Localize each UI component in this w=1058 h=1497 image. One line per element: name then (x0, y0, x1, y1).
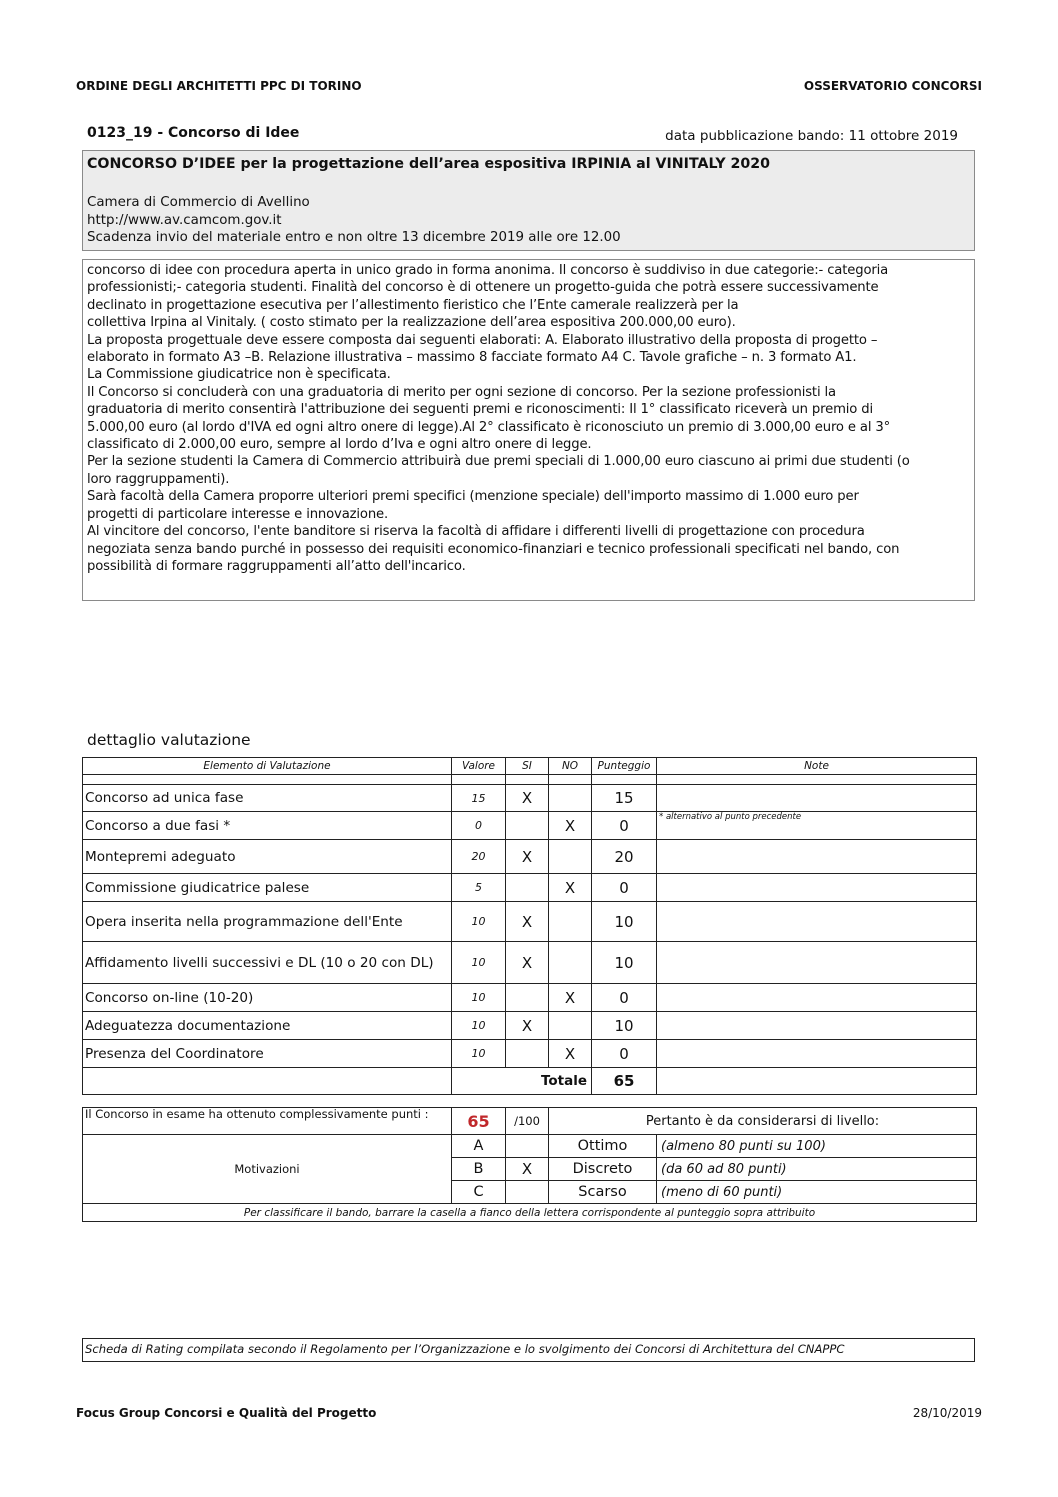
si-checkbox[interactable] (506, 874, 549, 902)
description-box (82, 259, 975, 601)
element-label: Adeguatezza documentazione (83, 1012, 452, 1040)
element-note (657, 1012, 977, 1040)
element-label: Concorso a due fasi * (83, 812, 452, 840)
no-checkbox[interactable] (549, 942, 592, 984)
element-label: Concorso on-line (10-20) (83, 984, 452, 1012)
table-row (83, 902, 977, 942)
element-score: 0 (592, 812, 657, 840)
element-label: Opera inserita nella programmazione dell'Ente (83, 902, 452, 942)
element-score: 10 (592, 902, 657, 942)
no-checkbox[interactable] (549, 902, 592, 942)
level-row-a (83, 1135, 977, 1158)
level-name: Ottimo (549, 1135, 657, 1158)
summary-out-of: /100 (506, 1108, 549, 1135)
competition-code: 0123_19 - Concorso di Idee (87, 125, 300, 141)
level-table (82, 1107, 977, 1222)
table-row (83, 942, 977, 984)
table-row (83, 785, 977, 812)
footer-date: 28/10/2019 (912, 1406, 982, 1420)
no-checkbox[interactable]: X (549, 874, 592, 902)
competition-website[interactable]: http://www.av.camcom.gov.it (87, 212, 282, 228)
element-note (657, 942, 977, 984)
table-row (83, 1040, 977, 1068)
col-no: NO (549, 758, 592, 775)
level-range: (meno di 60 punti) (657, 1181, 977, 1204)
level-checkbox[interactable]: X (506, 1158, 549, 1181)
element-value: 10 (452, 1012, 506, 1040)
element-label: Montepremi adeguato (83, 840, 452, 874)
col-element: Elemento di Valutazione (83, 758, 452, 775)
si-checkbox[interactable]: X (506, 902, 549, 942)
level-letter: B (452, 1158, 506, 1181)
total-label: Totale (452, 1068, 592, 1095)
no-checkbox[interactable]: X (549, 984, 592, 1012)
level-name: Scarso (549, 1181, 657, 1204)
col-value: Valore (452, 758, 506, 775)
element-score: 0 (592, 1040, 657, 1068)
element-label: Commissione giudicatrice palese (83, 874, 452, 902)
summary-consider: Pertanto è da considerarsi di livello: (549, 1108, 977, 1135)
element-note (657, 874, 977, 902)
description-text: concorso di idee con procedura aperta in unico grado in forma anonima. Il concorso è suddiviso in due categorie:- categoria professionisti;- categoria studenti. Finalità del concorso è di ottenere un progetto-guida che potrà essere successivamente declinato in progettazione esecutiva per l’allestimento fieristico che l’Ente camerale realizzerà per la collettiva Irpina al Vinitaly. ( costo stimato per la realizzazione dell’area espositiva 200.000,00 euro). La proposta progettuale deve essere composta dai seguenti elaborati: A. Elaborato illustrativo della proposta di progetto – elaborato in formato A3 –B. Relazione illustrativa – massimo 8 facciate formato A4 C. Tavole grafiche – n. 3 formato A1. La Commissione giudicatrice non è specificata. Il Concorso si concluderà con una graduatoria di merito per ogni sezione di concorso. Per la sezione professionisti la graduatoria di merito consentirà l'attribuzione dei seguenti premi e riconoscimenti: Il 1° classificato riceverà un premio di 5.000,00 euro (al lordo d'IVA ed ogni altro onere di legge).Al 2° classificato è riconosciuto un premio di 3.000,00 euro e al 3° classificato di 2.000,00 euro, sempre al lordo d’Iva e ogni altro onere di legge. Per la sezione studenti la Camera di Commercio attribuirà due premi speciali di 1.000,00 euro ciascuno ai primi due studenti (o loro raggruppamenti). Sarà facoltà della Camera proporre ulteriori premi specifici (menzione speciale) dell'importo massimo di 1.000 euro per progetti di particolare interesse e innovazione. Al vincitore del concorso, l'ente banditore si riserva la facoltà di affidare i differenti livelli di progettazione con procedura negoziata senza bando purché in possesso dei requisiti economico-finanziari e tecnico professionali specificati nel bando, con possibilità di formare raggruppamenti all’atto dell'incarico. (87, 263, 910, 574)
evaluation-table (82, 757, 977, 1095)
summary-text: Il Concorso in esame ha ottenuto complessivamente punti : (83, 1108, 452, 1135)
evaluation-section-title: dettaglio valutazione (87, 731, 251, 749)
level-checkbox[interactable] (506, 1181, 549, 1204)
header-observatory: OSSERVATORIO CONCORSI (803, 79, 982, 93)
competition-info (87, 194, 621, 247)
element-note (657, 1040, 977, 1068)
element-value: 15 (452, 785, 506, 812)
col-note: Note (657, 758, 977, 775)
total-score: 65 (592, 1068, 657, 1095)
element-score: 20 (592, 840, 657, 874)
element-label: Presenza del Coordinatore (83, 1040, 452, 1068)
element-value: 20 (452, 840, 506, 874)
motivations-label: Motivazioni (83, 1135, 452, 1204)
element-score: 0 (592, 984, 657, 1012)
element-value: 10 (452, 984, 506, 1012)
no-checkbox[interactable] (549, 1012, 592, 1040)
table-row (83, 840, 977, 874)
level-letter: C (452, 1181, 506, 1204)
level-footnote: Per classificare il bando, barrare la casella a fianco della lettera corrispondente al punteggio sopra attribuito (83, 1204, 977, 1222)
si-checkbox[interactable]: X (506, 785, 549, 812)
no-checkbox[interactable]: X (549, 812, 592, 840)
element-label: Affidamento livelli successivi e DL (10 o 20 con DL) (83, 942, 452, 984)
table-row (83, 984, 977, 1012)
level-name: Discreto (549, 1158, 657, 1181)
element-label: Concorso ad unica fase (83, 785, 452, 812)
element-score: 10 (592, 1012, 657, 1040)
element-score: 0 (592, 874, 657, 902)
no-checkbox[interactable] (549, 785, 592, 812)
total-row (83, 1068, 977, 1095)
col-score: Punteggio (592, 758, 657, 775)
level-range: (almeno 80 punti su 100) (657, 1135, 977, 1158)
element-note (657, 785, 977, 812)
no-checkbox[interactable]: X (549, 1040, 592, 1068)
competition-title: CONCORSO D’IDEE per la progettazione dell’area espositiva IRPINIA al VINITALY 2020 (87, 156, 771, 172)
element-note: * alternativo al punto precedente (657, 812, 977, 840)
element-score: 15 (592, 785, 657, 812)
element-value: 0 (452, 812, 506, 840)
element-note (657, 840, 977, 874)
si-checkbox[interactable] (506, 1040, 549, 1068)
si-checkbox[interactable]: X (506, 1012, 549, 1040)
table-row (83, 874, 977, 902)
table-row (83, 812, 977, 840)
table-row (83, 1012, 977, 1040)
rating-note-box (82, 1338, 975, 1362)
col-si: SI (506, 758, 549, 775)
evaluation-spacer-row (83, 775, 977, 785)
si-checkbox[interactable] (506, 984, 549, 1012)
element-value: 10 (452, 942, 506, 984)
evaluation-header-row (83, 758, 977, 775)
level-footnote-row (83, 1204, 977, 1222)
competition-deadline: Scadenza invio del materiale entro e non oltre 13 dicembre 2019 alle ore 12.00 (87, 230, 621, 246)
element-value: 10 (452, 902, 506, 942)
summary-score: 65 (452, 1108, 506, 1135)
level-checkbox[interactable] (506, 1135, 549, 1158)
competition-title-box (82, 150, 975, 251)
no-checkbox[interactable] (549, 840, 592, 874)
element-value: 5 (452, 874, 506, 902)
si-checkbox[interactable]: X (506, 942, 549, 984)
footer-group: Focus Group Concorsi e Qualità del Progetto (76, 1406, 377, 1420)
score-summary-row (83, 1108, 977, 1135)
element-note (657, 984, 977, 1012)
level-letter: A (452, 1135, 506, 1158)
level-range: (da 60 ad 80 punti) (657, 1158, 977, 1181)
competition-entity: Camera di Commercio di Avellino (87, 195, 310, 210)
si-checkbox[interactable]: X (506, 840, 549, 874)
element-score: 10 (592, 942, 657, 984)
publication-date: data pubblicazione bando: 11 ottobre 2019 (665, 128, 958, 144)
element-value: 10 (452, 1040, 506, 1068)
header-org: ORDINE DEGLI ARCHITETTI PPC DI TORINO (76, 79, 362, 93)
si-checkbox[interactable] (506, 812, 549, 840)
element-note (657, 902, 977, 942)
rating-note: Scheda di Rating compilata secondo il Regolamento per l’Organizzazione e lo svolgimento dei Concorsi di Architettura del CNAPPC (85, 1342, 845, 1356)
